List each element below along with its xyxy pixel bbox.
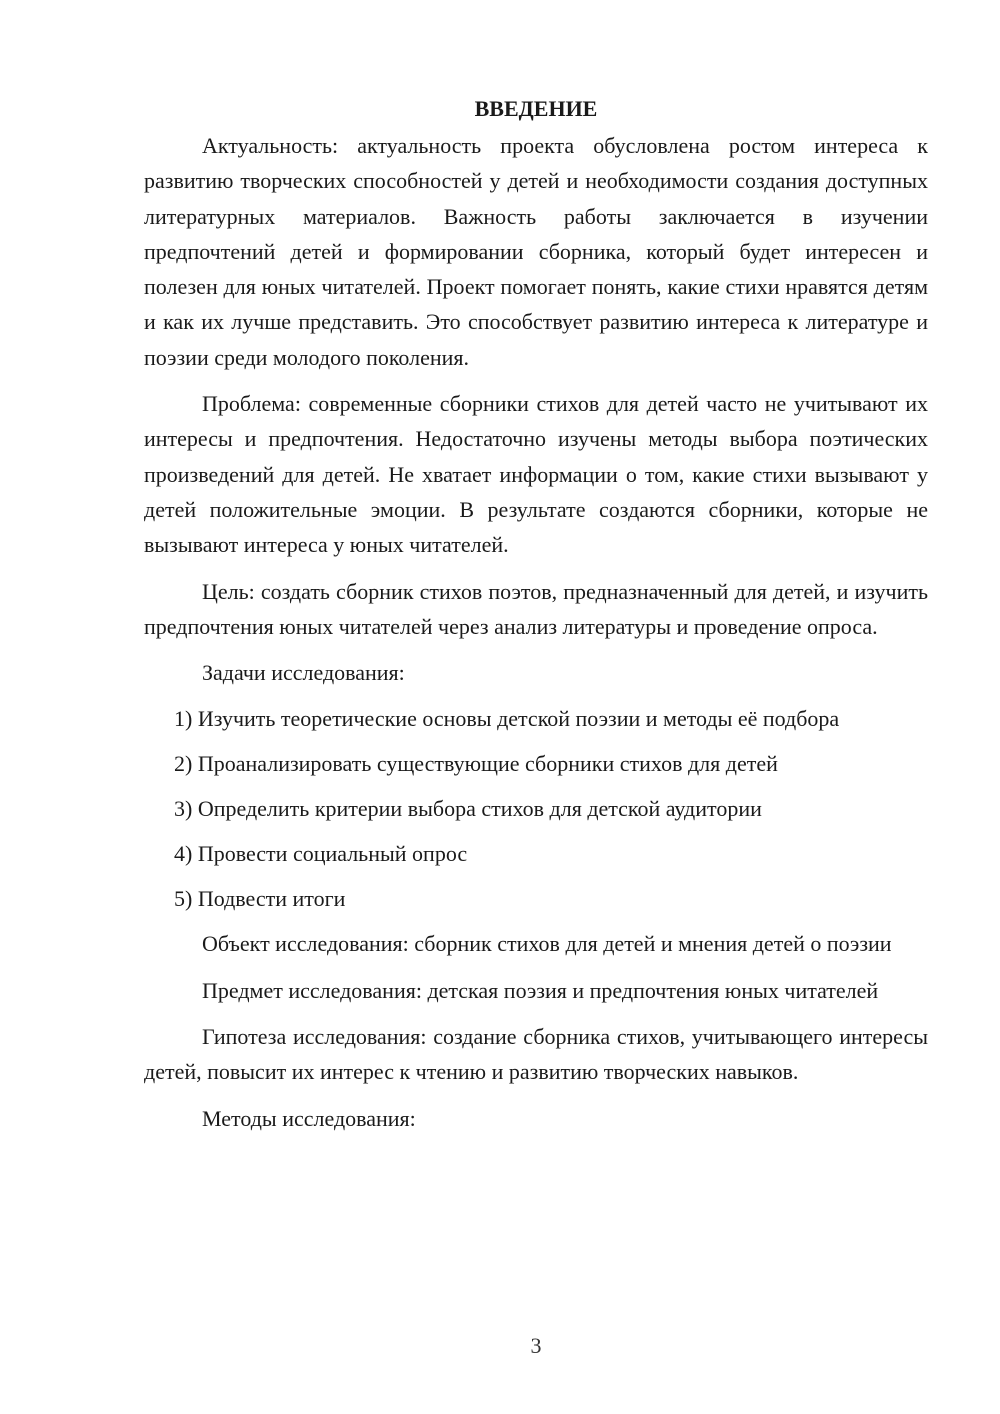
hypothesis-paragraph: Гипотеза исследования: создание сборника стихов, учитывающего интересы детей, повысит их интерес к чтению и развитию творческих навыков.	[144, 1024, 928, 1085]
problem-paragraph: Проблема: современные сборники стихов для детей часто не учитывают их интересы и предпочтения. Недостаточно изучены методы выбора поэтических произведений для детей. Не хватает информации о том, какие стихи вызывают у детей положительные эмоции. В результате создаются сборники, которые не вызывают интереса у юных читателей.	[144, 391, 928, 558]
task-item-3: 3) Определить критерии выбора стихов для детской аудитории	[174, 796, 762, 822]
subject-paragraph: Предмет исследования: детская поэзия и предпочтения юных читателей	[202, 977, 879, 1003]
tasks-list	[144, 701, 928, 916]
relevance-paragraph: Актуальность: актуальность проекта обусловлена ростом интереса к развитию творческих способностей у детей и необходимости создания доступных литературных материалов. Важность работы заключается в изучении предпочтений детей и формировании сборника, который будет интересен и полезен для юных читателей. Проект помогает понять, какие стихи нравятся детям и как их лучше представить. Это способствует развитию интереса к литературе и поэзии среди молодого поколения.	[144, 133, 928, 370]
task-item-2: 2) Проанализировать существующие сборники стихов для детей	[174, 751, 778, 777]
task-item-4: 4) Провести социальный опрос	[174, 841, 468, 867]
section-title: ВВЕДЕНИЕ	[474, 96, 598, 121]
methods-heading: Методы исследования:	[202, 1105, 416, 1131]
task-item-5: 5) Подвести итоги	[174, 886, 346, 912]
tasks-heading: Задачи исследования:	[202, 660, 405, 686]
page-content	[144, 94, 928, 1147]
task-item-1: 1) Изучить теоретические основы детской поэзии и методы её подбора	[174, 706, 840, 732]
goal-paragraph: Цель: создать сборник стихов поэтов, предназначенный для детей, и изучить предпочтения юных читателей через анализ литературы и проведение опроса.	[144, 578, 928, 639]
page-number: 3	[530, 1333, 542, 1358]
object-paragraph: Объект исследования: сборник стихов для детей и мнения детей о поэзии	[202, 931, 892, 957]
